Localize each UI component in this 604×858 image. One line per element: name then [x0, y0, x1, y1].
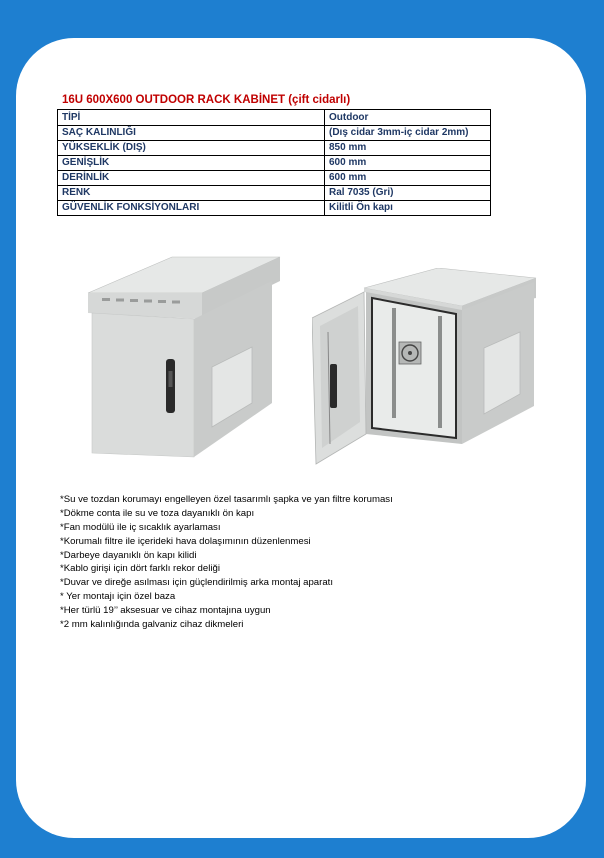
feature-item: *Su ve tozdan korumayı engelleyen özel tasarımlı şapka ve yan filtre koruması	[60, 494, 393, 505]
spec-row	[58, 126, 491, 141]
spec-key: GÜVENLİK FONKSİYONLARI	[58, 201, 325, 216]
spec-row	[58, 171, 491, 186]
spec-row	[58, 141, 491, 156]
spec-key: DERİNLİK	[58, 171, 325, 186]
spec-key: TİPİ	[58, 110, 325, 126]
feature-item: *Kablo girişi için dört farklı rekor deliği	[60, 563, 220, 575]
feature-item: *Her türlü 19’’ aksesuar ve cihaz montajına uygun	[60, 605, 271, 617]
feature-list	[60, 493, 393, 632]
spec-value: 850 mm	[325, 141, 491, 156]
page-title: 16U 600X600 OUTDOOR RACK KABİNET (çift cidarlı)	[62, 94, 351, 106]
spec-row	[58, 186, 491, 201]
feature-item: *Fan modülü ile iç sıcaklık ayarlaması	[60, 521, 221, 533]
spec-value: 600 mm	[325, 156, 491, 171]
spec-key: SAÇ KALINLIĞI	[58, 126, 325, 141]
feature-item: *Duvar ve direğe asılması için güçlendirilmiş arka montaj aparatı	[60, 577, 334, 589]
spec-key: YÜKSEKLİK (DIŞ)	[58, 141, 325, 156]
spec-value: (Dış cidar 3mm-iç cidar 2mm)	[325, 126, 491, 141]
feature-item: *Korumalı filtre ile içerideki hava dolaşımının düzenlenmesi	[60, 535, 311, 547]
spec-row	[58, 201, 491, 216]
feature-item: * Yer montajı için özel baza	[60, 591, 176, 603]
spec-value: Ral 7035 (Gri)	[325, 186, 491, 201]
spec-key: GENİŞLİK	[58, 156, 325, 171]
spec-table	[57, 109, 491, 216]
spec-value: Kilitli Ön kapı	[325, 201, 491, 216]
closed-cabinet-image	[84, 253, 284, 463]
spec-value: Outdoor	[325, 110, 491, 126]
spec-row	[58, 156, 491, 171]
spec-key: RENK	[58, 186, 325, 201]
feature-item: *Dökme conta ile su ve toza dayanıklı ön kapı	[60, 507, 255, 519]
spec-row	[58, 110, 491, 126]
open-cabinet-image	[312, 268, 538, 468]
spec-value: 600 mm	[325, 171, 491, 186]
feature-item: *2 mm kalınlığında galvaniz cihaz dikmeleri	[60, 619, 244, 631]
feature-item: *Darbeye dayanıklı ön kapı kilidi	[60, 549, 197, 561]
